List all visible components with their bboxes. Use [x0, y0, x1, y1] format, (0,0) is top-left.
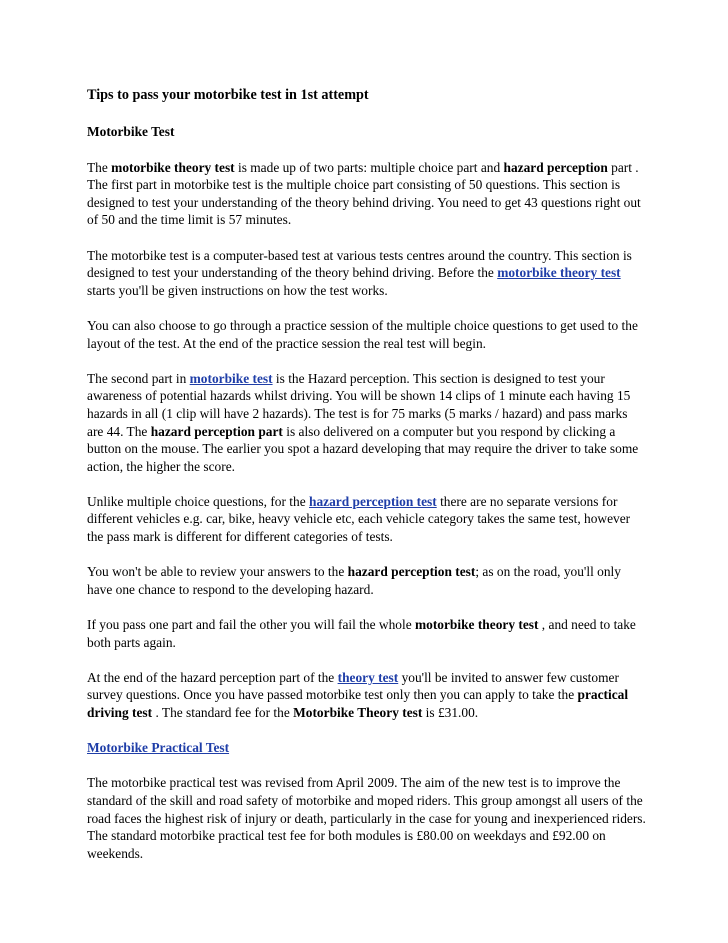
text: is made up of two parts: multiple choice part and — [234, 159, 504, 175]
bold-motorbike-theory-test: motorbike theory test — [111, 159, 235, 175]
paragraph-practice-session — [87, 317, 647, 352]
paragraph-review-answers — [87, 563, 647, 598]
text: The second part in — [87, 370, 190, 386]
bold-hazard-perception: hazard perception — [503, 159, 608, 175]
section-heading-practical-test — [87, 739, 647, 757]
text: ; as on the road, you'll only have one chance to respond to the developing hazard. — [87, 564, 621, 597]
text: If you pass one part and fail the other you will fail the whole — [87, 617, 415, 633]
link-theory-test[interactable]: theory test — [337, 669, 399, 685]
text: you'll be invited to answer few customer survey questions. Once you have passed motorbike test only then you can apply to take the — [87, 669, 619, 703]
paragraph-pass-fail — [87, 616, 647, 651]
paragraph-vehicle-categories — [87, 493, 647, 546]
text: part . The first part in motorbike test is the multiple choice part consisting of 50 questions. This section is designed to test your understanding of the theory behind driving. You need to get 43 questions right out of 50 and the time limit is 57 minutes. — [87, 159, 641, 228]
page-title: Tips to pass your motorbike test in 1st attempt — [87, 87, 369, 103]
text: is also delivered on a computer but you respond by clicking a button on the mouse. The earlier you spot a hazard developing that may require the driver to take some action, the higher the score. — [87, 423, 639, 474]
bold-motorbike-theory-test: motorbike theory test — [414, 617, 539, 633]
bold-practical-driving-test: practical driving test — [87, 687, 629, 720]
paragraph-hazard-perception — [87, 370, 647, 476]
bold-motorbike-theory-test-fee: Motorbike Theory test — [293, 705, 423, 720]
paragraph-survey-fee — [87, 669, 647, 722]
text: Unlike multiple choice questions, for the — [87, 493, 310, 509]
link-motorbike-test[interactable]: motorbike test — [189, 370, 273, 386]
text: , and need to take both parts again. — [87, 617, 636, 650]
text: You won't be able to review your answers to the — [87, 564, 348, 580]
text: . The standard fee for the — [152, 705, 294, 720]
text: At the end of the hazard perception part of the — [87, 669, 338, 685]
text: is £31.00. — [422, 705, 479, 720]
text: The — [87, 159, 112, 175]
paragraph-theory-test-intro — [87, 159, 647, 229]
text: there are no separate versions for different vehicles e.g. car, bike, heavy vehicle etc, each vehicle category takes the same test, however the pass mark is different for different categories of tests. — [87, 493, 631, 545]
link-motorbike-practical-test[interactable]: Motorbike Practical Test — [87, 740, 230, 756]
paragraph-computer-based — [87, 247, 647, 300]
document-page — [87, 86, 647, 880]
link-hazard-perception-test[interactable]: hazard perception test — [309, 493, 437, 509]
bold-hazard-perception-part: hazard perception part — [150, 423, 283, 439]
link-motorbike-theory-test[interactable]: motorbike theory test — [497, 265, 621, 281]
text: You can also choose to go through a practice session of the multiple choice questions to get used to the layout of the test. At the end of the practice session the real test will begin. — [87, 317, 638, 351]
text: starts you'll be given instructions on how the test works. — [87, 282, 388, 298]
bold-hazard-perception-test: hazard perception test — [347, 564, 476, 580]
paragraph-practical-test — [87, 774, 647, 862]
section-heading-motorbike-test: Motorbike Test — [87, 124, 175, 139]
text: is the Hazard perception. This section is designed to test your awareness of potential hazards whilst driving. You will be shown 14 clips of 1 minute each having 15 hazards in all (1 clip will have 2 hazards). The test is for 75 marks (5 marks / hazard) and pass marks are 44. The — [87, 370, 631, 439]
text: The motorbike practical test was revised from April 2009. The aim of the new test is to improve the standard of the skill and road safety of motorbike and moped riders. This group amongst all users of the road faces the highest risk of injury or death, particularly in the case for young and inexperienced riders. The standard motorbike practical test fee for both modules is £80.00 on weekdays and £92.00 on weekends. — [87, 775, 646, 861]
text: The motorbike test is a computer-based test at various tests centres around the country. This section is designed to test your understanding of the theory behind driving. Before the — [87, 247, 632, 281]
